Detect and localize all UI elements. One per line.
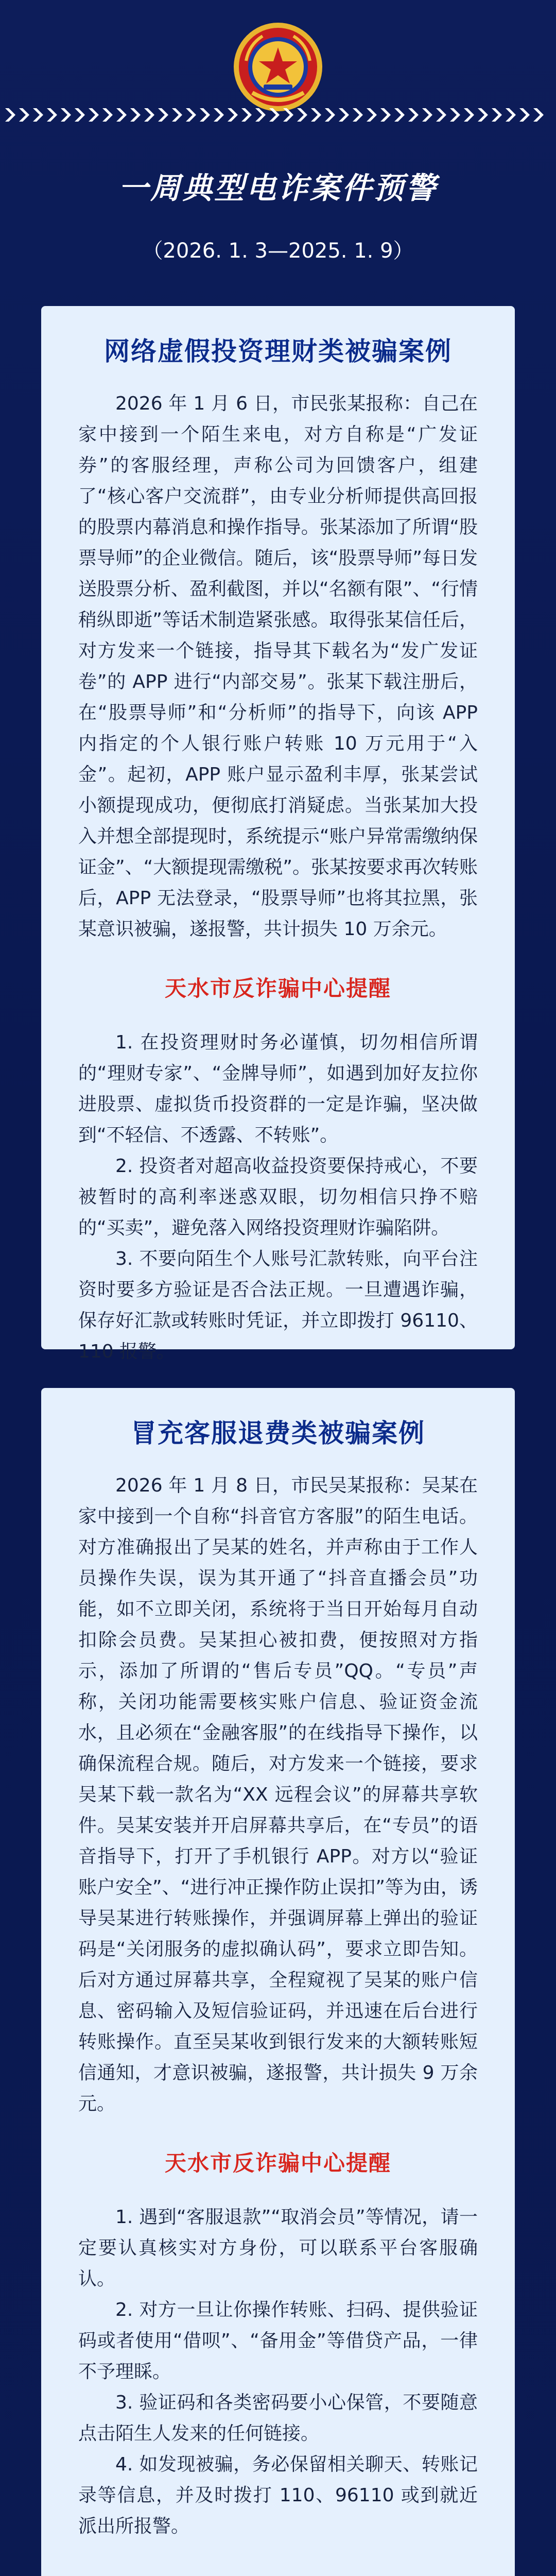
case-story: 2026 年 1 月 6 日，市民张某报称：自己在家中接到一个陌生来电，对方自称是“广发证券”的客服经理，声称公司为回馈客户，组建了“核心客户交流群”，由专业分析师提供高回报的股票内幕消息和操作指导。张某添加了所谓“股票导师”的企业微信。随后，该“股票导师”每日发送股票分析、盈利截图，并以“名额有限”、“行情稍纵即逝”等话术制造紧张感。取得张某信任后，对方发来一个链接，指导其下载名为“发广发证卷”的 APP 进行“内部交易”。张某下载注册后，在“股票导师”和“分析师”的指导下，向该 APP 内指定的个人银行账户转账 10 万元用于“入金”。起初，APP 账户显示盈利丰厚，张某尝试小额提现成功，便彻底打消疑虑。当张某加大投入并想全部提现时，系统提示“账户异常需缴纳保证金”、“大额提现需缴税”。张某按要求再次转账后，APP 无法登录，“股票导师”也将其拉黑，张某意识被骗，遂报警，共计损失 10 万余元。 (78, 393, 478, 940)
chevron-right-icon (214, 108, 224, 122)
chevron-right-icon (422, 108, 432, 122)
chevron-right-icon (297, 108, 307, 122)
chevron-right-icon (450, 108, 460, 122)
chevron-right-icon (158, 108, 168, 122)
chevron-right-icon (75, 108, 85, 122)
chevron-right-icon (47, 108, 57, 122)
chevron-right-icon (283, 108, 293, 122)
chevron-right-icon (506, 108, 516, 122)
tip-item: 4. 如发现被骗，务必保留相关聊天、转账记录等信息，并及时拨打 110、96110 或到就近派出所报警。 (78, 2454, 478, 2537)
chevron-right-icon (311, 108, 321, 122)
chevron-right-icon (5, 108, 15, 122)
case-title: 冒充客服退费类被骗案例 (131, 1418, 425, 1448)
case-story: 2026 年 1 月 8 日，市民吴某报称：吴某在家中接到一个自称“抖音官方客服”的陌生电话。对方准确报出了吴某的姓名，并声称由于工作人员操作失误，误为其开通了“抖音直播会员”功能，如不立即关闭，系统将于当日开始每月自动扣除会员费。吴某担心被扣费，便按照对方指示，添加了所谓的“售后专员”QQ。“专员”声称，关闭功能需要核实账户信息、验证资金流水，且必须在“金融客服”的在线指导下操作，以确保流程合规。随后，对方发来一个链接，要求吴某下载一款名为“XX 远程会议”的屏幕共享软件。吴某安装并开启屏幕共享后，在“专员”的语音指导下，打开了手机银行 APP。对方以“验证账户安全”、“进行冲正操作防止误扣”等为由，诱导吴某进行转账操作，并强调屏幕上弹出的验证码是“关闭服务的虚拟确认码”，要求立即告知。后对方通过屏幕共享，全程窥视了吴某的账户信息、密码输入及短信验证码，并迅速在后台进行转账操作。直至吴某收到银行发来的大额转账短信通知，才意识被骗，遂报警，共计损失 9 万余元。 (78, 1475, 478, 2114)
chevron-right-icon (102, 108, 113, 122)
page-title: 一周典型电诈案件预警 (118, 171, 438, 206)
chevron-right-icon (339, 108, 349, 122)
chevron-right-icon (19, 108, 29, 122)
chevron-right-icon (228, 108, 238, 122)
chevron-right-icon (492, 108, 502, 122)
case-card-investment-fraud (41, 306, 515, 1362)
chevron-right-icon (241, 108, 252, 122)
chevron-right-icon (200, 108, 210, 122)
chevron-right-icon (464, 108, 474, 122)
chevron-right-icon (255, 108, 266, 122)
tip-item: 3. 验证码和各类密码要小心保管，不要随意点击陌生人发来的任何链接。 (78, 2392, 478, 2444)
reminder-heading: 天水市反诈骗中心提醒 (164, 976, 391, 1001)
chevron-divider (0, 101, 556, 129)
reminder-heading: 天水市反诈骗中心提醒 (164, 2150, 391, 2176)
chevron-right-icon (33, 108, 43, 122)
chevron-right-icon (519, 108, 530, 122)
chevron-right-icon (533, 108, 544, 122)
tip-item: 1. 遇到“客服退款”“取消会员”等情况，请一定要认真核实对方身份，可以联系平台客服确认。 (78, 2207, 478, 2290)
tip-item: 2. 对方一旦让你操作转账、扫码、提供验证码或者使用“借呗”、“备用金”等借贷产品，一律不予理睬。 (78, 2299, 478, 2382)
tip-item: 2. 投资者对超高收益投资要保持戒心，不要被暂时的高利率迷惑双眼，切勿相信只挣不赔的“买卖”，避免落入网络投资理财诈骗陷阱。 (78, 1156, 478, 1239)
chevron-right-icon (61, 108, 71, 122)
chevron-right-icon (478, 108, 488, 122)
chevron-right-icon (367, 108, 377, 122)
chevron-right-icon (325, 108, 335, 122)
chevron-right-icon (186, 108, 196, 122)
chevron-right-icon (394, 108, 405, 122)
chevron-right-icon (353, 108, 363, 122)
case-title: 网络虚假投资理财类被骗案例 (104, 336, 452, 366)
date-range: （2026. 1. 3—2025. 1. 9） (142, 239, 414, 263)
chevron-right-icon (89, 108, 99, 122)
chevron-right-icon (130, 108, 141, 122)
case-card-customer-service-fraud (41, 1388, 515, 2576)
chevron-right-icon (172, 108, 182, 122)
chevron-right-icon (144, 108, 154, 122)
chevron-right-icon (380, 108, 391, 122)
chevron-right-icon (269, 108, 280, 122)
chevron-right-icon (116, 108, 127, 122)
chevron-right-icon (408, 108, 419, 122)
tip-item: 1. 在投资理财时务必谨慎，切勿相信所谓的“理财专家”、“金牌导师”，如遇到加好友拉你进股票、虚拟货币投资群的一定是诈骗，坚决做到“不轻信、不透露、不转账”。 (78, 1032, 478, 1146)
police-emblem-icon (232, 21, 324, 113)
tip-item: 3. 不要向陌生个人账号汇款转账，向平台注资时要多方验证是否合法正规。一旦遭遇诈骗，保存好汇款或转账时凭证，并立即拨打 96110、110 报警。 (78, 1248, 478, 1362)
chevron-right-icon (436, 108, 446, 122)
